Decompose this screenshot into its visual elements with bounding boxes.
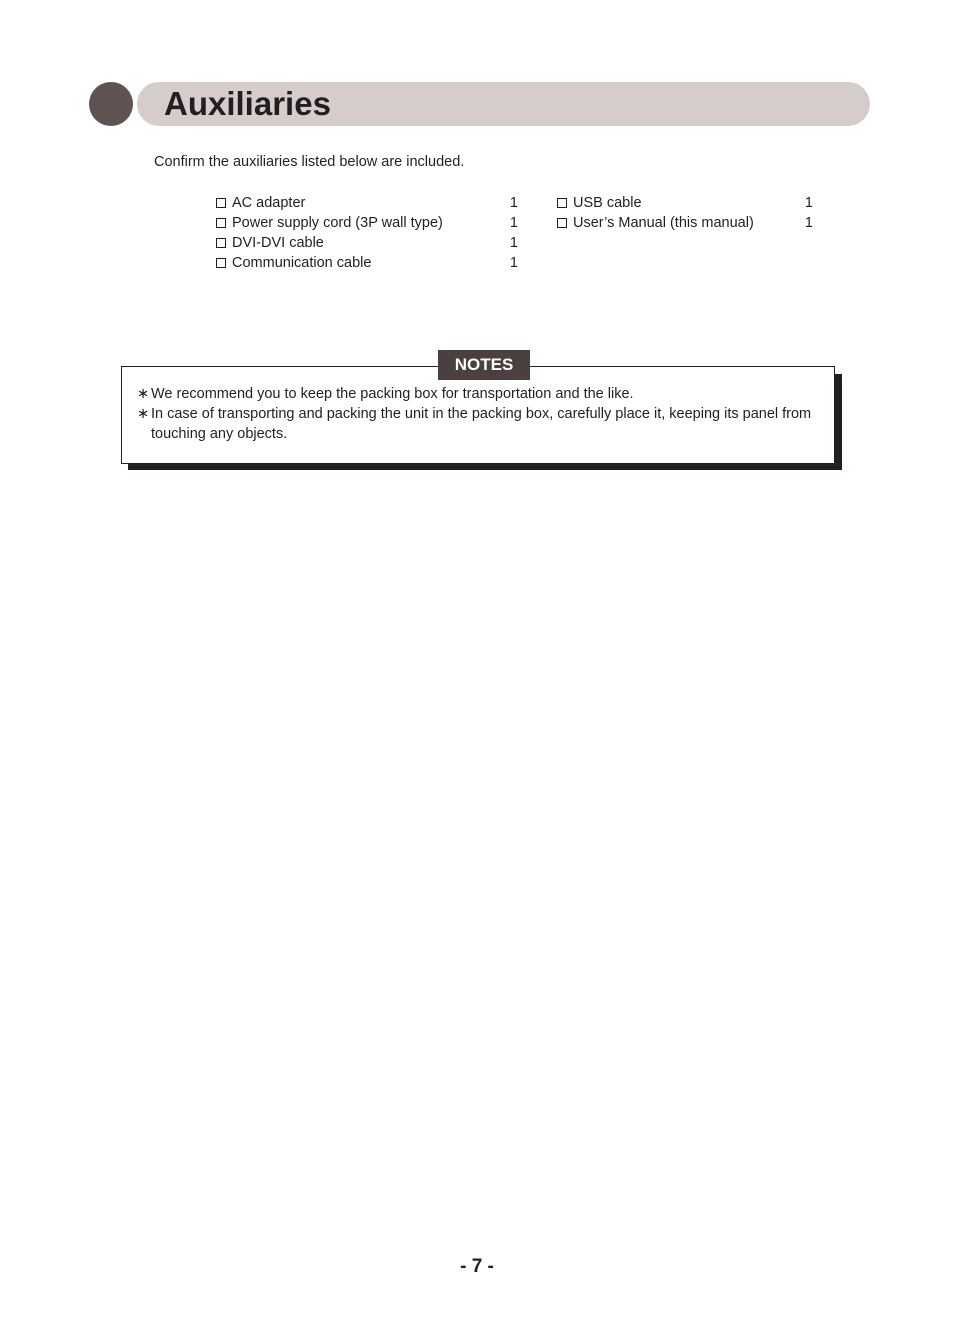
checkbox-icon — [216, 258, 226, 268]
checkbox-icon — [216, 218, 226, 228]
page-number: - 7 - — [460, 1256, 494, 1277]
checkbox-icon — [557, 198, 567, 208]
title-bullet-circle — [89, 82, 133, 126]
list-item — [216, 193, 520, 213]
item-label: Power supply cord (3P wall type) — [232, 215, 443, 231]
list-item — [557, 213, 815, 233]
notes-list — [137, 384, 817, 444]
list-item — [216, 253, 520, 273]
asterisk-icon: ∗ — [137, 386, 150, 402]
list-item — [557, 193, 815, 213]
title-banner — [137, 82, 870, 126]
note-item — [137, 384, 817, 404]
list-item — [216, 213, 520, 233]
note-item — [137, 404, 817, 444]
item-label: USB cable — [573, 195, 642, 211]
item-quantity: 1 — [804, 195, 813, 211]
item-label: User’s Manual (this manual) — [573, 215, 754, 231]
intro-text: Confirm the auxiliaries listed below are included. — [154, 154, 465, 170]
item-label: Communication cable — [232, 255, 372, 271]
note-text: In case of transporting and packing the unit in the packing box, carefully place it, keeping its panel from touching any objects. — [151, 406, 812, 442]
page-title: Auxiliaries — [164, 85, 331, 122]
checkbox-icon — [216, 198, 226, 208]
item-quantity: 1 — [509, 215, 518, 231]
asterisk-icon: ∗ — [137, 406, 150, 422]
item-quantity: 1 — [509, 235, 518, 251]
note-text: We recommend you to keep the packing box for transportation and the like. — [151, 386, 634, 402]
auxiliaries-list-left — [216, 193, 520, 273]
auxiliaries-list-right — [557, 193, 815, 233]
item-label: DVI-DVI cable — [232, 235, 324, 251]
checkbox-icon — [557, 218, 567, 228]
item-label: AC adapter — [232, 195, 306, 211]
item-quantity: 1 — [509, 195, 518, 211]
notes-label: NOTES — [438, 350, 530, 380]
item-quantity: 1 — [509, 255, 518, 271]
item-quantity: 1 — [804, 215, 813, 231]
list-item — [216, 233, 520, 253]
checkbox-icon — [216, 238, 226, 248]
